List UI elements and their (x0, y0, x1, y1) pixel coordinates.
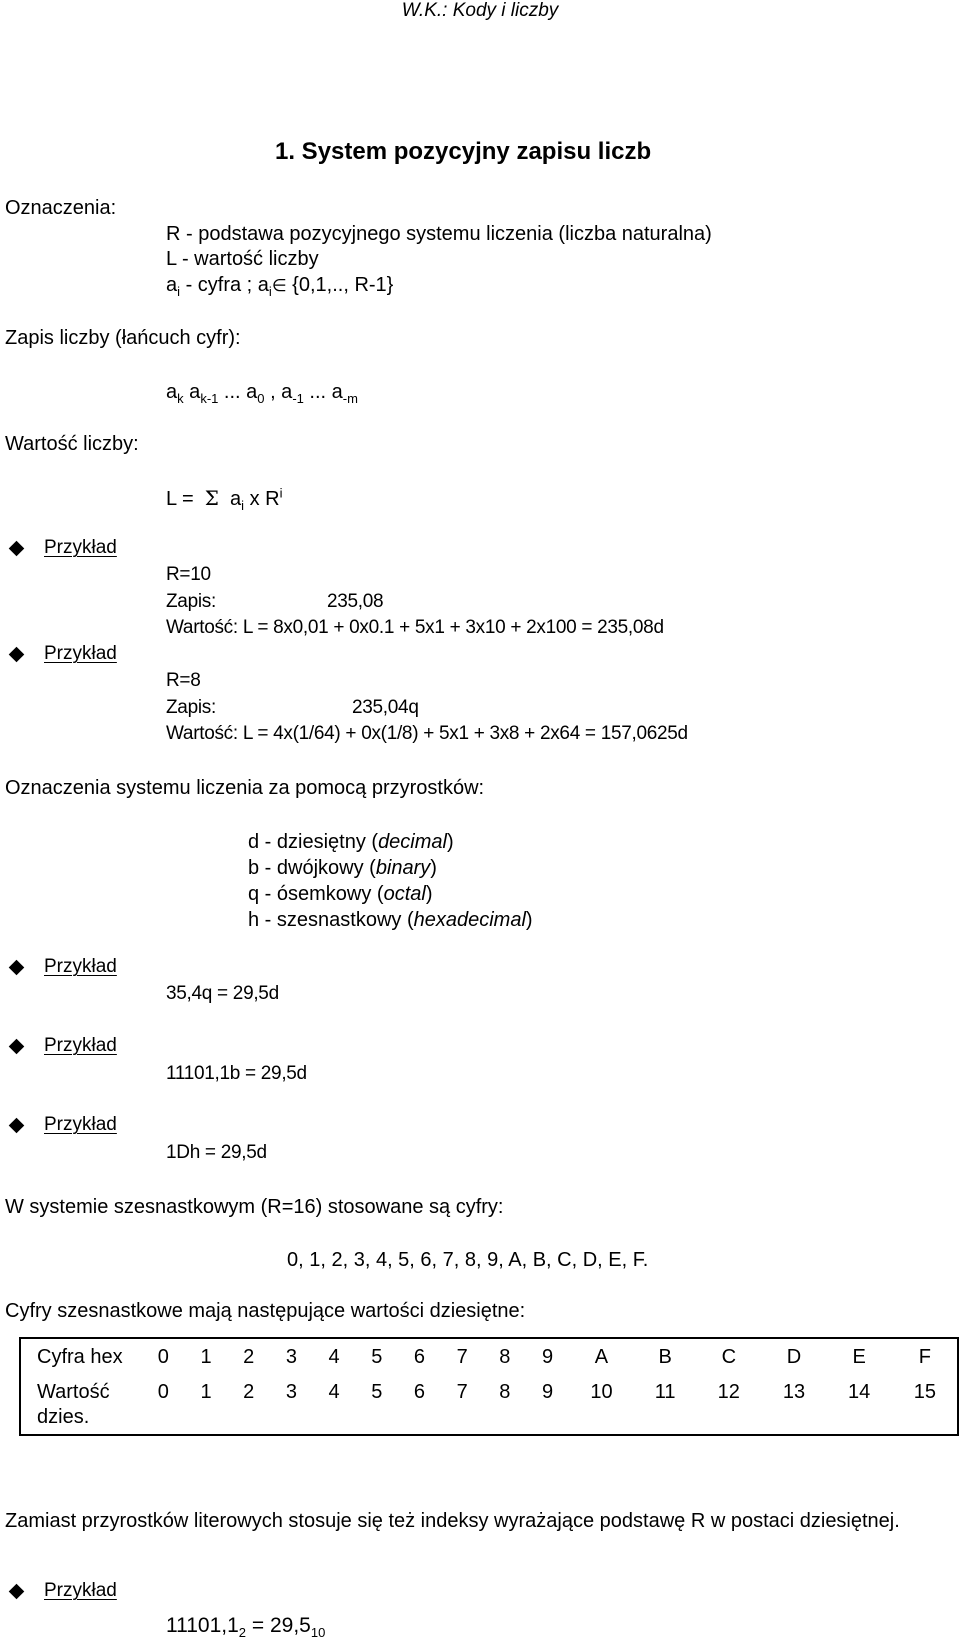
hex-intro: W systemie szesnastkowym (R=16) stosowane są cyfry: (5, 1196, 504, 1218)
table-row-hex-digits (20, 1338, 958, 1374)
ex4: 11101,1b = 29,5d (166, 1063, 307, 1084)
value-formula: L = Σ $a_i$ x $R^i$ (166, 485, 283, 513)
table-cell: 10 (568, 1374, 633, 1435)
row-label-decimal: Wartość dzies. (20, 1374, 141, 1435)
table-cell: 9 (525, 1338, 568, 1374)
suffix-binary: b - dwójkowy (binary) (248, 857, 437, 879)
table-cell: 12 (695, 1374, 760, 1435)
bullet-diamond-icon (9, 960, 25, 976)
index-note: Zamiast przyrostków literowych stosuje się też indeksy wyrażające podstawę R w postaci dziesiętnej. (5, 1510, 900, 1532)
table-cell: 8 (483, 1338, 526, 1374)
suffix-hexadecimal: h - szesnastkowy (hexadecimal) (248, 909, 533, 931)
ex3: 35,4q = 29,5d (166, 983, 279, 1004)
table-cell: 3 (269, 1374, 312, 1435)
table-cell: 5 (354, 1374, 397, 1435)
notation-digit: $a_i$ - cyfra ; $a_i\in$ {0,1,.., R-1} (166, 274, 394, 299)
example-label: Przykład (44, 643, 117, 664)
table-cell: 9 (525, 1374, 568, 1435)
table-cell: 2 (226, 1374, 269, 1435)
chain-formula: $a_k$ $a_{k-1}$ ... $a_0$ , $a_{-1}$ ... $a_{-m}$ (166, 381, 358, 406)
hex-value-table (19, 1337, 959, 1436)
table-cell: 6 (397, 1374, 440, 1435)
table-cell: A (568, 1338, 633, 1374)
table-cell: 7 (440, 1374, 483, 1435)
value-label: Wartość liczby: (5, 433, 139, 455)
ex1-zapis-value: 235,08 (327, 591, 384, 612)
element-of-icon: ∈ (271, 276, 287, 296)
ex2-wartosc: Wartość: L = 4x(1/64) + 0x(1/8) + 5x1 + 3x8 + 2x64 = 157,0625d (166, 723, 688, 744)
table-cell: 2 (226, 1338, 269, 1374)
table-cell: 0 (141, 1374, 184, 1435)
table-cell: 4 (312, 1338, 355, 1374)
bullet-diamond-icon (9, 1039, 25, 1055)
table-cell: 6 (397, 1338, 440, 1374)
example-label: Przykład (44, 1035, 117, 1056)
table-cell: D (760, 1338, 825, 1374)
row-label-hex: Cyfra hex (20, 1338, 141, 1374)
chain-label: Zapis liczby (łańcuch cyfr): (5, 327, 241, 349)
notation-r: R - podstawa pozycyjnego systemu liczenia (liczba naturalna) (166, 223, 712, 245)
ex2-zapis-value: 235,04q (352, 697, 419, 718)
table-cell: 0 (141, 1338, 184, 1374)
hex-table-intro: Cyfry szesnastkowe mają następujące wartości dziesiętne: (5, 1300, 526, 1322)
example-label: Przykład (44, 1580, 117, 1601)
suffixes-heading: Oznaczenia systemu liczenia za pomocą przyrostków: (5, 777, 485, 799)
suffix-octal: q - ósemkowy (octal) (248, 883, 433, 905)
table-cell: 8 (483, 1374, 526, 1435)
table-cell: 1 (184, 1374, 227, 1435)
table-cell: 3 (269, 1338, 312, 1374)
table-cell: 4 (312, 1374, 355, 1435)
table-cell: 14 (826, 1374, 891, 1435)
example-label: Przykład (44, 1114, 117, 1135)
table-cell: E (826, 1338, 891, 1374)
ex6: $11101,1_2 = 29,5_{10}$ (166, 1614, 326, 1641)
ex1-zapis-label: Zapis: (166, 591, 216, 612)
suffix-decimal: d - dziesiętny (decimal) (248, 831, 454, 853)
example-label: Przykład (44, 537, 117, 558)
table-cell: 7 (440, 1338, 483, 1374)
table-cell: C (695, 1338, 760, 1374)
table-cell: B (633, 1338, 695, 1374)
table-row-decimal-values (20, 1374, 958, 1435)
ex5: 1Dh = 29,5d (166, 1142, 267, 1163)
bullet-diamond-icon (9, 1584, 25, 1600)
ex2-r: R=8 (166, 670, 201, 691)
notation-label: Oznaczenia: (5, 197, 117, 219)
table-cell: 5 (354, 1338, 397, 1374)
hex-digits: 0, 1, 2, 3, 4, 5, 6, 7, 8, 9, A, B, C, D, E, F. (287, 1249, 649, 1271)
bullet-diamond-icon (9, 541, 25, 557)
section-title: 1. System pozycyjny zapisu liczb (275, 138, 652, 165)
ex1-r: R=10 (166, 564, 211, 585)
bullet-diamond-icon (9, 647, 25, 663)
table-cell: F (891, 1338, 958, 1374)
notation-l: L - wartość liczby (166, 248, 319, 270)
ex2-zapis-label: Zapis: (166, 697, 216, 718)
table-cell: 15 (891, 1374, 958, 1435)
bullet-diamond-icon (9, 1118, 25, 1134)
ex1-wartosc: Wartość: L = 8x0,01 + 0x0.1 + 5x1 + 3x10 + 2x100 = 235,08d (166, 617, 664, 638)
running-header: W.K.: Kody i liczby (401, 0, 559, 21)
table-cell: 1 (184, 1338, 227, 1374)
table-cell: 11 (633, 1374, 695, 1435)
example-label: Przykład (44, 956, 117, 977)
table-cell: 13 (760, 1374, 825, 1435)
